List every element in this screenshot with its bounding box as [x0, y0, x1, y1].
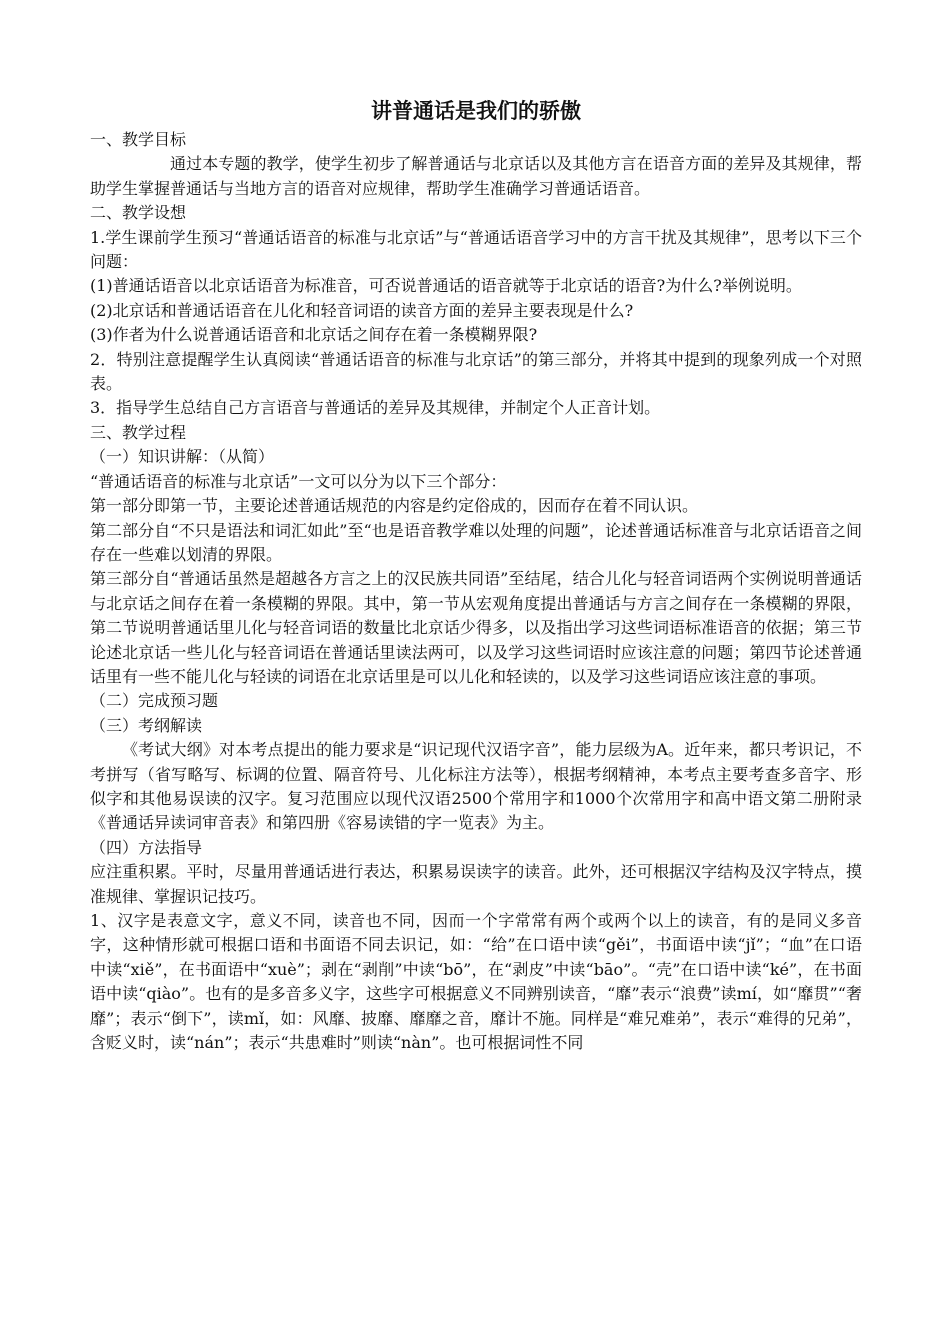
question-item: (2)北京话和普通话语音在儿化和轻音词语的读音方面的差异主要表现是什么? [90, 300, 634, 320]
body-paragraph: 1、汉字是表意文字，意义不同，读音也不同，因而一个字常常有两个或两个以上的读音，有的是同义多音字，这种情形就可根据口语和书面语不同去识记，如：“给”在口语中读“gěi”，书面语中读“jǐ”；“血”在口语中读“xiě”，在书面语中“xuè”；剥在“剥削”中读“bō”，在“剥皮”中读“bāo”。“壳”在口语中读“ké”，在书面语中读“qiào”。也有的是多音多义字，这些字可根据意义不同辨别读音，“靡”表示“浪费”读mí，如“靡贯”“奢靡”；表示“倒下”，读mǐ，如：风靡、披靡、靡靡之音，靡计不施。同样是“难兄难弟”，表示“难得的兄弟”，含贬义时，读“nán”；表示“共患难时”则读“nàn”。也可根据词性不同 [90, 911, 862, 1053]
body-paragraph: 1.学生课前学生预习“普通话语音的标准与北京话”与“普通话语音学习中的方言干扰及其规律”，思考以下三个问题： [90, 227, 862, 272]
body-paragraph: 第三部分自“普通话虽然是超越各方言之上的汉民族共同语”至结尾，结合儿化与轻音词语两个实例说明普通话与北京话之间存在着一条模糊的界限。其中，第一节从宏观角度提出普通话与方言之间存在一条模糊的界限，第二节说明普通话里儿化与轻音词语的数量比北京话少得多，以及指出学习这些词语标准语音的依据；第三节论述北京话一些儿化与轻音词语在普通话里读法两可，以及学习这些词语时应该注意的问题；第四节论述普通话里有一些不能儿化与轻读的词语在北京话里是可以儿化和轻读的，以及学习这些词语应该注意的事项。 [90, 569, 862, 686]
body-paragraph: 《考试大纲》对本考点提出的能力要求是“识记现代汉语字音”，能力层级为A。近年来，都只考识记，不考拼写（省写略写、标调的位置、隔音符号、儿化标注方法等），根据考纲精神，本考点主要考查多音字、形似字和其他易误读的汉字。复习范围应以现代汉语2500个常用字和1000个次常用字和高中语文第二册附录《普通话异读词审音表》和第四册《容易读错的字一览表》为主。 [90, 740, 862, 833]
body-paragraph: 第二部分自“不只是语法和词汇如此”至“也是语音教学难以处理的问题”，论述普通话标准音与北京话语音之间存在一些难以划清的界限。 [90, 520, 862, 564]
page-title: 讲普通话是我们的骄傲 [371, 99, 581, 123]
body-paragraph: 2．特别注意提醒学生认真阅读“普通话语音的标准与北京话”的第三部分，并将其中提到的现象列成一个对照表。 [90, 349, 862, 394]
subsection-heading: （二）完成预习题 [90, 691, 219, 711]
section-heading-1: 一、教学目标 [90, 130, 187, 149]
subsection-heading: （三）考纲解读 [90, 715, 203, 735]
body-paragraph: 第一部分即第一节，主要论述普通话规范的内容是约定俗成的，因而存在着不同认识。 [90, 496, 699, 516]
body-paragraph: 通过本专题的教学，使学生初步了解普通话与北京话以及其他方言在语音方面的差异及其规律，帮助学生掌握普通话与当地方言的语音对应规律，帮助学生准确学习普通话语音。 [90, 154, 862, 198]
body-paragraph: 3．指导学生总结自己方言语音与普通话的差异及其规律，并制定个人正音计划。 [90, 398, 661, 418]
section-heading-2: 二、教学设想 [90, 203, 187, 223]
subsection-heading: （四）方法指导 [90, 837, 203, 857]
body-paragraph: “普通话语音的标准与北京话”一文可以分为以下三个部分： [90, 471, 507, 491]
question-item: (1)普通话语音以北京话语音为标准音，可否说普通话的语音就等于北京话的语音?为什么?举例说明。 [90, 276, 802, 296]
subsection-heading: （一）知识讲解：（从简） [90, 447, 275, 467]
body-paragraph: 应注重积累。平时，尽量用普通话进行表达，积累易误读字的读音。此外，还可根据汉字结构及汉字特点，摸准规律、掌握识记技巧。 [90, 862, 862, 906]
question-item: (3)作者为什么说普通话语音和北京话之间存在着一条模糊界限? [90, 325, 538, 345]
section-heading-3: 三、教学过程 [90, 422, 187, 442]
